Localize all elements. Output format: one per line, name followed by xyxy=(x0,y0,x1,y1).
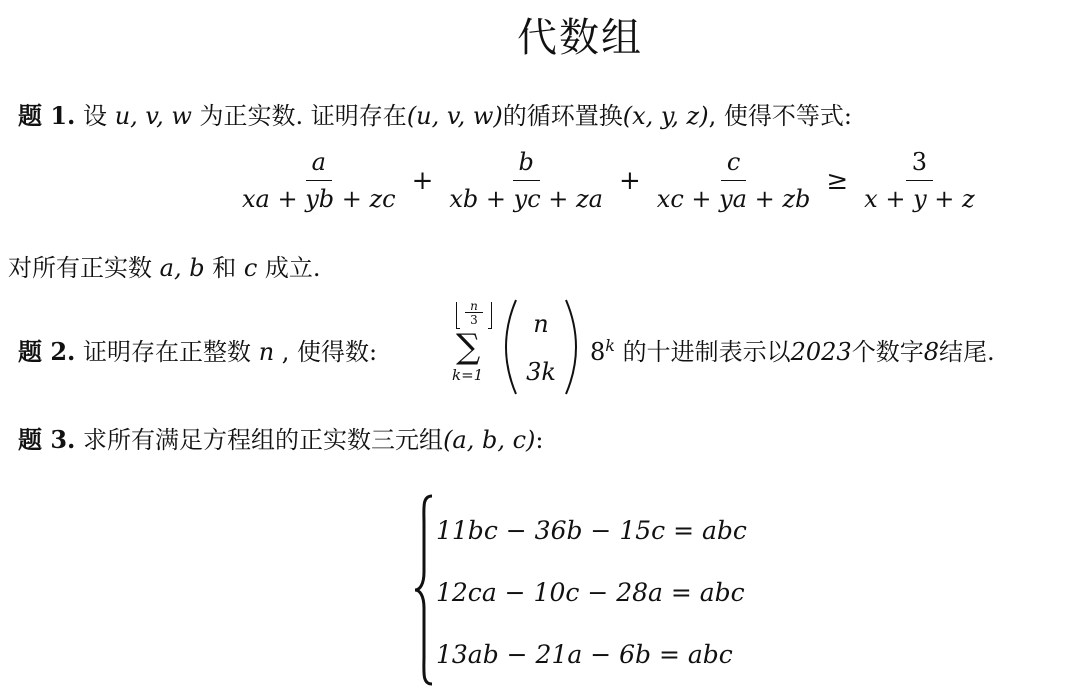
problem-3-tuple: (a, b, c) xyxy=(443,426,536,454)
digit-count: 2023 xyxy=(790,338,852,366)
conclusion-var-c: c xyxy=(243,254,258,282)
problem-3-label: 题 3. xyxy=(18,425,76,454)
problem-1-vars: u, v, w xyxy=(114,102,192,130)
problem-1-text: 的循环置换 xyxy=(502,102,623,130)
fraction-denominator: xc + ya + zb xyxy=(656,185,811,213)
fraction-numerator: b xyxy=(513,148,540,181)
problem-2-text: 证明存在正整数 xyxy=(75,338,259,366)
problem-3-text: 求所有满足方程组的正实数三元组 xyxy=(75,426,444,454)
problem-1-statement xyxy=(18,96,852,131)
problem-1-label: 题 1. xyxy=(18,101,76,130)
problem-1-conclusion xyxy=(8,248,321,283)
problem-1-text: , 使得不等式: xyxy=(708,102,852,130)
conclusion-text: 和 xyxy=(204,254,244,282)
problem-2-text: 结尾. xyxy=(938,338,995,366)
binomial-top: n xyxy=(533,310,549,338)
problem-2-text: 个数字 xyxy=(851,338,924,366)
fraction-denominator: xb + yc + za xyxy=(449,185,603,213)
problem-1-tuple: (u, v, w) xyxy=(406,102,503,130)
binomial-bottom: 3k xyxy=(526,358,556,386)
floor-left xyxy=(456,302,460,329)
problem-1-permutation: (x, y, z) xyxy=(622,102,709,130)
equation-1: 11bc − 36b − 15c = abc xyxy=(436,516,747,545)
fraction-numerator: 3 xyxy=(906,148,933,181)
fraction-rhs xyxy=(858,148,980,213)
conclusion-text: 成立. xyxy=(257,254,321,282)
sigma-symbol: ∑ xyxy=(456,327,481,367)
equation-system xyxy=(412,494,747,686)
conclusion-text: 对所有正实数 xyxy=(8,254,160,282)
plus-sign: + xyxy=(618,165,641,196)
fraction-denominator: x + y + z xyxy=(864,185,975,213)
upper-limit-den: 3 xyxy=(470,313,478,327)
problem-2-statement xyxy=(18,332,377,367)
fraction-a xyxy=(236,148,402,213)
fraction-numerator: c xyxy=(721,148,746,181)
problem-1-text: 为正实数. 证明存在 xyxy=(191,102,407,130)
left-brace xyxy=(412,494,436,686)
problem-3-statement xyxy=(18,420,544,455)
problem-2-var-n: n xyxy=(258,338,275,366)
equation-2: 12ca − 10c − 28a = abc xyxy=(436,578,745,607)
fraction-denominator: xa + yb + zc xyxy=(242,185,396,213)
upper-limit xyxy=(454,300,494,330)
fraction-c xyxy=(651,148,817,213)
problem-2-tail xyxy=(590,332,995,367)
problem-3-text: : xyxy=(535,426,544,454)
fraction-b xyxy=(443,148,609,213)
digit-value: 8 xyxy=(923,338,939,366)
problem-2-label: 题 2. xyxy=(18,337,76,366)
plus-sign: + xyxy=(411,165,434,196)
floor-right xyxy=(488,302,492,329)
fraction-numerator: a xyxy=(306,148,332,181)
power-exponent: k xyxy=(605,336,615,355)
conclusion-vars: a, b xyxy=(159,254,205,282)
page-title: 代数组 xyxy=(517,15,643,61)
upper-limit-num: n xyxy=(465,300,483,313)
problem-1-text: 设 xyxy=(75,102,115,130)
lower-limit: k=1 xyxy=(452,366,484,384)
summation xyxy=(450,300,500,390)
problem-2-text: 的十进制表示以 xyxy=(614,338,791,366)
geq-sign: ≥ xyxy=(826,165,849,196)
equation-3: 13ab − 21a − 6b = abc xyxy=(436,640,733,669)
inequality xyxy=(232,148,985,213)
binomial xyxy=(500,298,582,396)
problem-2-text: , 使得数: xyxy=(274,338,378,366)
power-base: 8 xyxy=(590,338,606,366)
